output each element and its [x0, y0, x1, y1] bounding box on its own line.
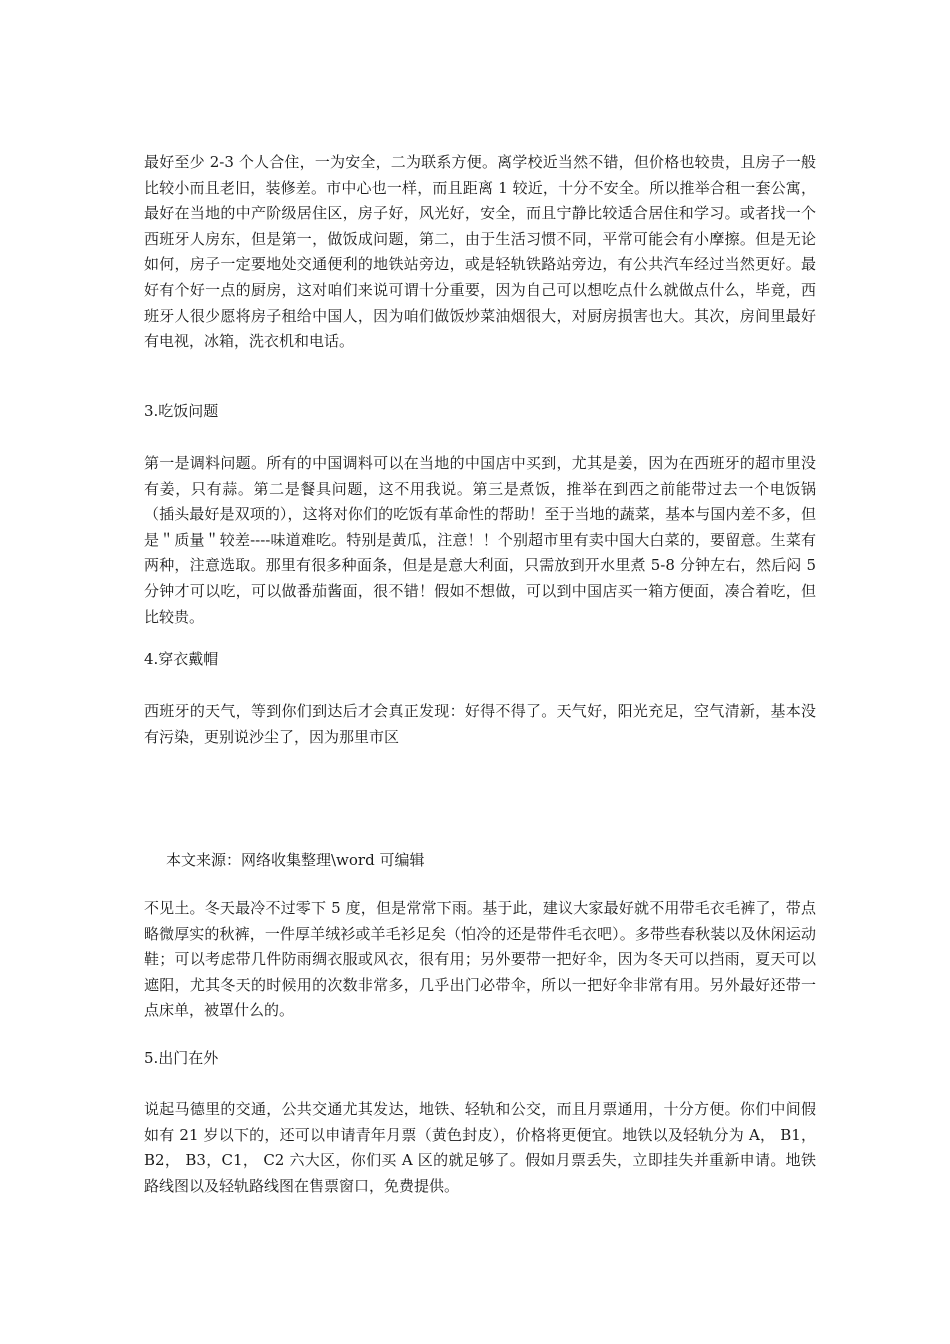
heading-clothing: 4.穿衣戴帽	[144, 650, 219, 668]
paragraph-eating: 第一是调料问题。所有的中国调料可以在当地的中国店中买到，尤其是姜，因为在西班牙的超市里没有姜，只有蒜。第二是餐具问题，这不用我说。第三是煮饭，推举在到西之前能带过去一个电饭锅（插头最好是双项的），这将对你们的吃饭有革命性的帮助！至于当地的蔬菜，基本与国内差不多，但是＂质量＂较差----味道难吃。特别是黄瓜，注意！！个别超市里有卖中国大白菜的，要留意。生菜有两种，注意选取。那里有很多种面条，但是是意大利面，只需放到开水里煮 5-8 分钟左右，然后闷 5 分钟才可以吃，可以做番茄酱面，很不错！假如不想做，可以到中国店买一箱方便面，凑合着吃，但比较贵。	[144, 454, 816, 626]
paragraph-weather: 西班牙的天气，等到你们到达后才会真正发现：好得不得了。天气好，阳光充足，空气清新，基本没有污染，更别说沙尘了，因为那里市区	[144, 702, 816, 746]
paragraph-clothing: 不见土。冬天最冷不过零下 5 度，但是常常下雨。基于此，建议大家最好就不用带毛衣毛裤了，带点略微厚实的秋裤，一件厚羊绒衫或羊毛衫足矣（怕冷的还是带件毛衣吧）。多带些春秋装以及休闲运动鞋；可以考虑带几件防雨绸衣服或风衣，很有用；另外要带一把好伞，因为冬天可以挡雨，夏天可以遮阳，尤其冬天的时候用的次数非常多，几乎出门必带伞，所以一把好伞非常有用。另外最好还带一点床单，被罩什么的。	[144, 899, 816, 1020]
heading-eating: 3.吃饭问题	[144, 402, 219, 420]
paragraph-transport: 说起马德里的交通，公共交通尤其发达，地铁、轻轨和公交，而且月票通用，十分方便。你们中间假如有 21 岁以下的，还可以申请青年月票（黄色封皮），价格将更便宜。地铁以及轻轨分为 A， B1， B2， B3，C1， C2 六大区，你们买 A 区的就足够了。假如月票丢失，立即挂失并重新申请。地铁路线图以及轻轨路线图在售票窗口，免费提供。	[144, 1100, 816, 1195]
source-note: 本文来源：网络收集整理\word 可编辑	[166, 851, 425, 869]
heading-going-out: 5.出门在外	[144, 1049, 219, 1067]
paragraph-housing: 最好至少 2-3 个人合住，一为安全，二为联系方便。离学校近当然不错，但价格也较贵，且房子一般比较小而且老旧，装修差。市中心也一样，而且距离 1 较近，十分不安全。所以推举合租一套公寓，最好在当地的中产阶级居住区，房子好，风光好，安全，而且宁静比较适合居住和学习。或者找一个西班牙人房东，但是第一，做饭成问题，第二，由于生活习惯不同，平常可能会有小摩擦。但是无论如何，房子一定要地处交通便利的地铁站旁边，或是轻轨铁路站旁边，有公共汽车经过当然更好。最好有个好一点的厨房，这对咱们来说可谓十分重要，因为自己可以想吃点什么就做点什么，毕竟，西班牙人很少愿将房子租给中国人，因为咱们做饭炒菜油烟很大，对厨房损害也大。其次，房间里最好有电视，冰箱，洗衣机和电话。	[144, 153, 816, 351]
